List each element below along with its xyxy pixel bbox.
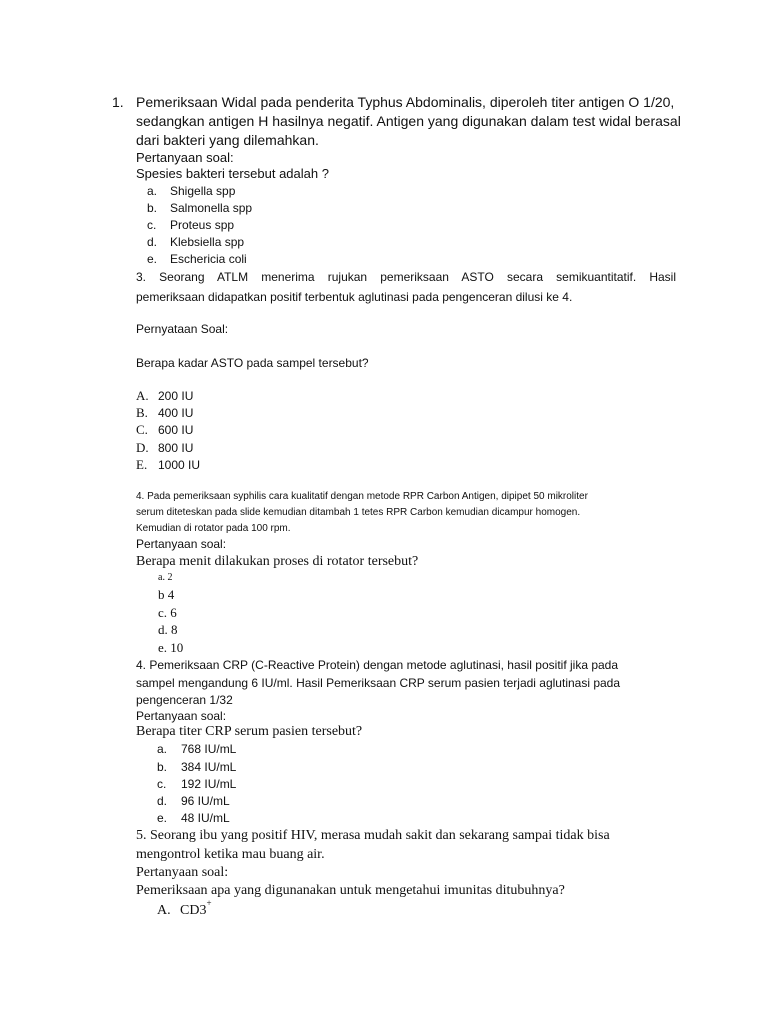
question-5-stem-line-1: 5. Seorang ibu yang positif HIV, merasa mudah sakit dan sekarang sampai tidak bisa [136,828,610,843]
question-4-syphilis-stem-line-3: Kemudian di rotator pada 100 rpm. [136,523,291,534]
question-1-stem-line-2: sedangkan antigen H hasilnya negatif. Antigen yang digunakan dalam test widal berasal [136,113,681,129]
question-4-crp-option-letter: b. [157,760,168,774]
question-1-option-letter: e. [147,252,158,266]
question-4-syphilis-prompt-label: Pertanyaan soal: [136,537,227,551]
question-1-question: Spesies bakteri tersebut adalah ? [136,166,329,181]
question-3-option-letter: C. [136,422,148,437]
question-3-stem-line-2: pemeriksaan didapatkan positif terbentuk aglutinasi pada pengenceran dilusi ke 4. [136,290,573,304]
question-1-prompt-label: Pertanyaan soal: [136,150,234,165]
question-4-crp-option-text: 768 IU/mL [181,742,237,756]
question-4-crp-stem-line-1: 4. Pemeriksaan CRP (C-Reactive Protein) dengan metode aglutinasi, hasil positif jika pada [136,658,619,672]
question-3-question: Berapa kadar ASTO pada sampel tersebut? [136,356,369,370]
question-4-crp-question: Berapa titer CRP serum pasien tersebut? [136,724,363,739]
question-5-stem-line-2: mengontrol ketika mau buang air. [136,847,325,862]
question-5-prompt-label: Pertanyaan soal: [136,865,229,880]
question-1-option-text: Shigella spp [170,184,236,198]
question-3-option-text: 600 IU [158,423,194,437]
question-3-stem-line-1: 3. Seorang ATLM menerima rujukan pemeriksaan ASTO secara semikuantitatif. Hasil [136,270,676,284]
question-3-option-text: 800 IU [158,441,194,455]
question-4-syphilis-option: a. 2 [158,572,173,583]
question-4-crp-option-letter: e. [157,811,168,825]
question-1-number: 1. [112,94,124,110]
question-1-option-letter: d. [147,235,158,249]
question-3-option-text: 1000 IU [158,458,201,472]
question-1-option-text: Salmonella spp [170,201,253,215]
question-5-option-letter: A. [157,903,171,918]
question-4-crp-prompt-label: Pertanyaan soal: [136,709,227,723]
question-3-prompt-label: Pernyataan Soal: [136,322,229,336]
question-5-option [180,898,212,919]
question-3-option-text: 200 IU [158,389,194,403]
question-3-option-letter: E. [136,457,148,472]
question-4-syphilis-option: d. 8 [158,622,178,637]
question-1-stem-line-1: Pemeriksaan Widal pada penderita Typhus Abdominalis, diperoleh titer antigen O 1/20, [136,94,675,110]
question-4-crp-option-letter: a. [157,742,168,756]
question-3-option-letter: B. [136,405,148,420]
question-4-syphilis-option: b 4 [158,587,175,602]
question-1-option-text: Klebsiella spp [170,235,245,249]
question-4-syphilis-option: e. 10 [158,640,184,655]
question-1-stem-line-3: dari bakteri yang dilemahkan. [136,132,319,148]
question-1-option-letter: a. [147,184,158,198]
question-1-option-text: Proteus spp [170,218,235,232]
question-1-option-letter: b. [147,201,158,215]
question-4-syphilis-question: Berapa menit dilakukan proses di rotator tersebut? [136,554,419,569]
question-3-option-letter: A. [136,388,149,403]
question-4-crp-option-text: 48 IU/mL [181,811,230,825]
question-1-option-text: Eschericia coli [170,252,247,266]
question-4-crp-stem-line-2: sampel mengandung 6 IU/ml. Hasil Pemeriksaan CRP serum pasien terjadi aglutinasi pada [136,676,621,690]
question-4-crp-option-letter: d. [157,794,168,808]
question-4-crp-stem-line-3: pengenceran 1/32 [136,693,233,707]
question-5-option-superscript: + [206,898,212,909]
question-4-crp-option-text: 192 IU/mL [181,777,237,791]
question-4-crp-option-text: 384 IU/mL [181,760,237,774]
question-5-question: Pemeriksaan apa yang digunanakan untuk mengetahui imunitas ditubuhnya? [136,883,565,898]
question-4-crp-option-text: 96 IU/mL [181,794,230,808]
question-4-crp-option-letter: c. [157,777,167,791]
question-4-syphilis-option: c. 6 [158,605,177,620]
question-5-option-text: CD3 [180,903,207,918]
question-1-option-letter: c. [147,218,157,232]
question-4-syphilis-stem-line-2: serum diteteskan pada slide kemudian ditambah 1 tetes RPR Carbon kemudian dicampur homogen. [136,507,581,518]
question-4-syphilis-stem-line-1: 4. Pada pemeriksaan syphilis cara kualitatif dengan metode RPR Carbon Antigen, dipipet 50 mikroliter [136,491,588,502]
question-3-option-text: 400 IU [158,406,194,420]
question-3-option-letter: D. [136,440,149,455]
